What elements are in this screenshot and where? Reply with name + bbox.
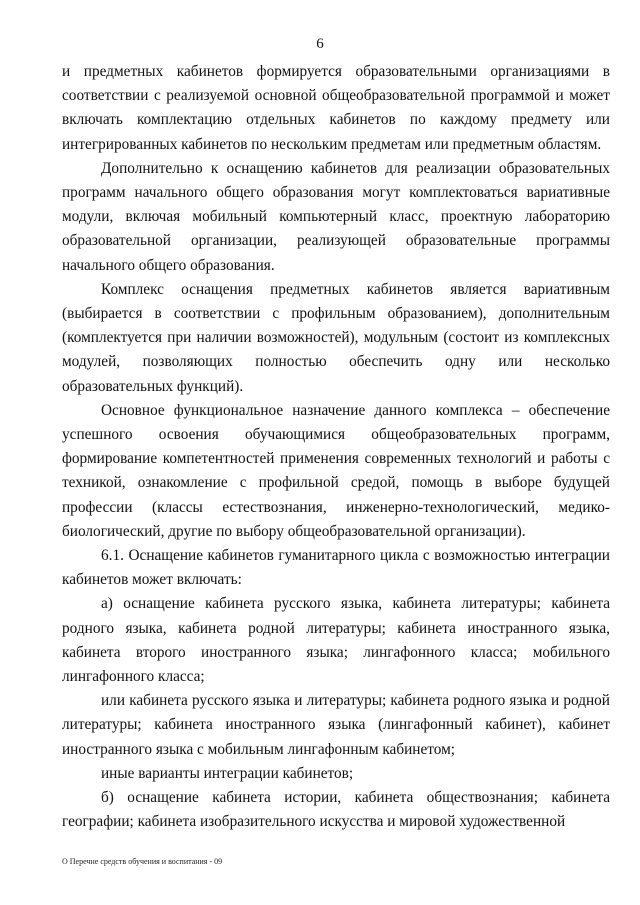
paragraph-additional-modules: Дополнительно к оснащению кабинетов для реализации образовательных программ начального общего образования могут комплектоваться вариативные модули, включая мобильный компьютерный класс, проектную лабораторию образовательной организации, реализующей образовательные программы начального общего образования. (62, 159, 610, 274)
document-footer: О Перечне средств обучения и воспитания - 09 (62, 857, 223, 866)
paragraph-section-6-1: 6.1. Оснащение кабинетов гуманитарного цикла с возможностью интеграции кабинетов может включать: (62, 547, 610, 589)
document-body (62, 60, 610, 835)
paragraph-alternative: или кабинета русского языка и литературы; кабинета родного языка и родной литературы; кабинета иностранного языка (лингафонный кабинет), кабинет иностранного языка с мобильным лингафонным кабинетом; (62, 692, 610, 758)
page-number: 6 (316, 36, 324, 52)
paragraph-functional-purpose: Основное функциональное назначение данного комплекса – обеспечение успешного освоения обучающимися общеобразовательных программ, формирование компетентностей применения современных технологий и работы с техникой, ознакомление с профильной средой, помощь в выборе будущей профессии (классы естествознания, инженерно-технологический, медико-биологический, другие по выбору общеобразовательной организации). (62, 401, 610, 540)
paragraph-item-b: б) оснащение кабинета истории, кабинета обществознания; кабинета географии; кабинета изобразительного искусства и мировой художественной (62, 789, 610, 831)
paragraph-item-a: а) оснащение кабинета русского языка, кабинета литературы; кабинета родного языка, кабинета родной литературы; кабинета иностранного языка, кабинета второго иностранного языка; лингафонного класса; мобильного лингафонного класса; (62, 595, 610, 686)
paragraph-equipment-complex: Комплекс оснащения предметных кабинетов является вариативным (выбирается в соответствии с профильным образованием), дополнительным (комплектуется при наличии возможностей), модульным (состоит из комплексных модулей, позволяющих полностью обеспечить одну или несколько образовательных функций). (62, 280, 610, 395)
paragraph-other-variants: иные варианты интеграции кабинетов; (101, 764, 354, 782)
paragraph-continuation: и предметных кабинетов формируется образовательными организациями в соответствии с реализуемой основной общеобразовательной программой и может включать комплектацию отдельных кабинетов по каждому предмету или интегрированных кабинетов по нескольким предметам или предметным областям. (62, 63, 610, 153)
